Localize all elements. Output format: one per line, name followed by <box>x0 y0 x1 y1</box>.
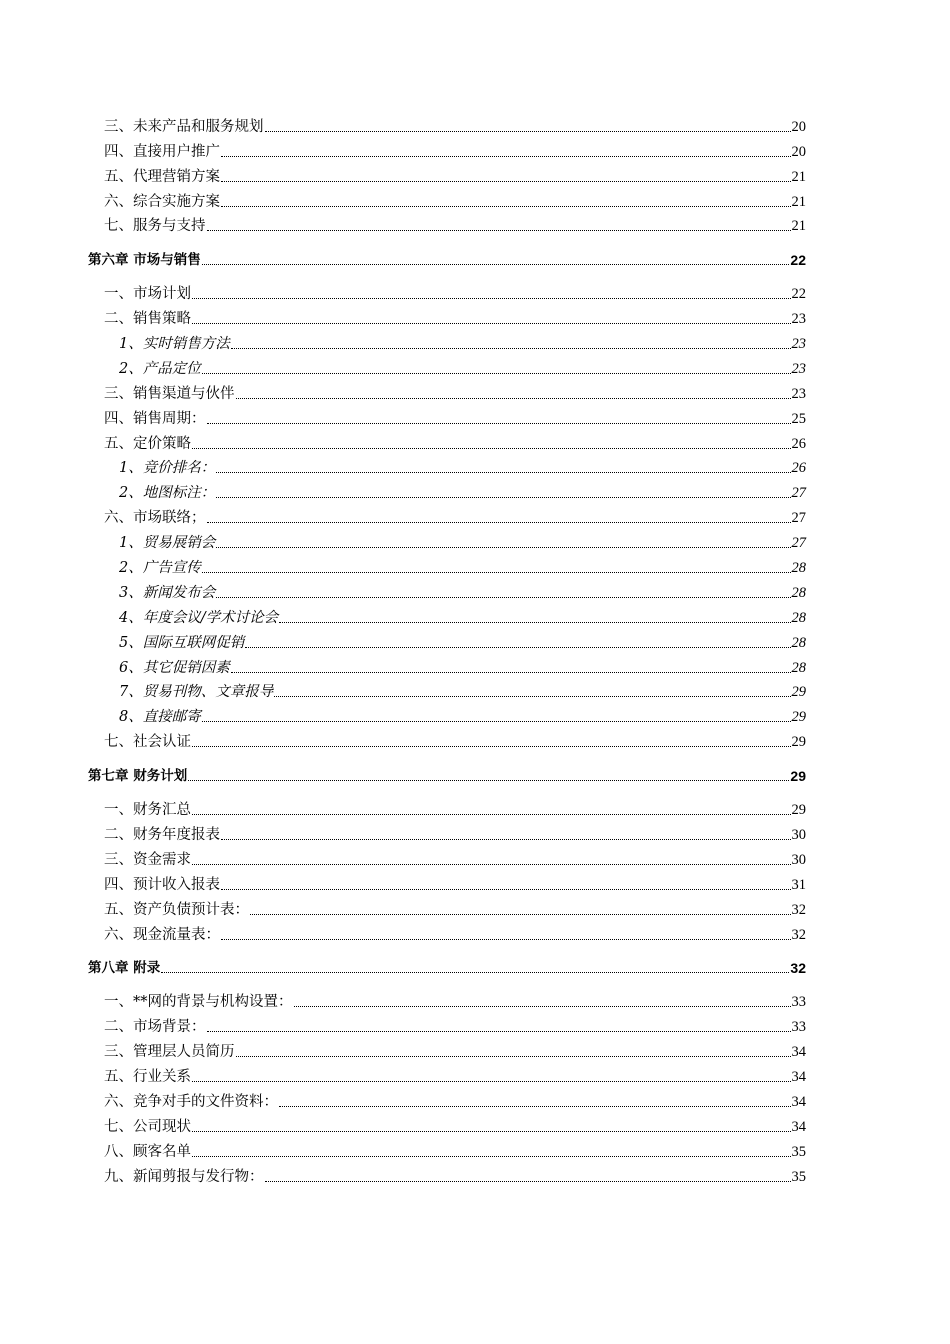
toc-page-number: 33 <box>791 994 806 1011</box>
dot-leader <box>221 206 791 207</box>
dot-leader <box>221 156 791 157</box>
toc-entry-label: 三、未来产品和服务规划 <box>104 118 264 135</box>
toc-page-number: 27 <box>791 510 806 527</box>
toc-entry-label: 三、销售渠道与伙伴 <box>104 385 235 402</box>
dot-leader <box>231 348 791 349</box>
toc-entry-label: 三、资金需求 <box>104 851 191 868</box>
toc-entry[interactable] <box>88 701 806 726</box>
toc-entry[interactable] <box>88 794 806 819</box>
toc-entry-label: 1、实时销售方法 <box>119 336 230 353</box>
dot-leader <box>236 398 791 399</box>
toc-entry-label: 八、顾客名单 <box>104 1143 191 1160</box>
toc-page-number: 30 <box>791 826 806 843</box>
toc-entry-label: 第七章 财务计划 <box>88 768 188 785</box>
toc-entry-label: 三、管理层人员简历 <box>104 1044 235 1061</box>
toc-entry[interactable] <box>88 1136 806 1161</box>
toc-entry-label: 五、代理营销方案 <box>104 168 220 185</box>
toc-entry[interactable] <box>88 894 806 919</box>
toc-page-number: 20 <box>791 118 806 135</box>
dot-leader <box>207 423 791 424</box>
toc-entry[interactable] <box>88 303 806 328</box>
dot-leader <box>202 373 791 374</box>
toc-page-number: 29 <box>791 684 806 701</box>
toc-page-number: 32 <box>791 901 806 918</box>
toc-page-number: 23 <box>791 360 806 377</box>
toc-entry[interactable] <box>88 986 806 1011</box>
toc-page-number: 33 <box>791 1019 806 1036</box>
dot-leader <box>274 696 790 697</box>
toc-page-number: 23 <box>791 311 806 328</box>
toc-entry-label: 六、竞争对手的文件资料： <box>104 1093 278 1110</box>
dot-leader <box>216 597 790 598</box>
toc-entry-label: 二、市场背景： <box>104 1019 206 1036</box>
toc-entry-label: 第八章 附录 <box>88 960 161 977</box>
dot-leader <box>207 230 791 231</box>
dot-leader <box>279 622 790 623</box>
toc-page-number: 21 <box>791 168 806 185</box>
toc-page-number: 34 <box>791 1068 806 1085</box>
dot-leader <box>192 298 791 299</box>
dot-leader <box>250 914 791 915</box>
toc-entry[interactable] <box>88 577 806 602</box>
toc-page-number: 30 <box>791 851 806 868</box>
dot-leader <box>192 323 791 324</box>
dot-leader <box>221 889 791 890</box>
toc-entry[interactable] <box>88 186 806 211</box>
dot-leader <box>265 131 791 132</box>
toc-entry[interactable] <box>88 844 806 869</box>
dot-leader <box>216 497 790 498</box>
toc-page-number: 29 <box>791 734 806 751</box>
toc-entry[interactable] <box>88 652 806 677</box>
toc-entry-label: 一、财务汇总 <box>104 802 191 819</box>
toc-entry-label: 6、其它促销因素 <box>119 659 230 676</box>
toc-entry-label: 一、**网的背景与机构设置： <box>104 994 293 1011</box>
toc-entry-label: 九、新闻剪报与发行物： <box>104 1168 264 1185</box>
toc-entry[interactable] <box>88 211 806 236</box>
dot-leader <box>207 1031 791 1032</box>
dot-leader <box>192 1081 791 1082</box>
toc-entry-label: 四、直接用户推广 <box>104 143 220 160</box>
toc-entry-label: 五、定价策略 <box>104 435 191 452</box>
toc-page-number: 28 <box>791 634 806 651</box>
toc-entry-label: 5、国际互联网促销 <box>119 634 245 651</box>
dot-leader <box>236 1056 791 1057</box>
dot-leader <box>221 181 791 182</box>
table-of-contents <box>88 111 806 1186</box>
toc-page-number: 35 <box>791 1143 806 1160</box>
toc-entry[interactable] <box>88 403 806 428</box>
toc-entry[interactable] <box>88 627 806 652</box>
toc-entry[interactable] <box>88 1061 806 1086</box>
dot-leader <box>188 780 789 781</box>
toc-entry[interactable] <box>88 1161 806 1186</box>
dot-leader <box>192 864 791 865</box>
toc-page-number: 34 <box>791 1118 806 1135</box>
dot-leader <box>192 814 791 815</box>
toc-entry[interactable] <box>88 869 806 894</box>
toc-entry-label: 2、广告宣传 <box>119 560 201 577</box>
toc-entry[interactable] <box>88 726 806 751</box>
toc-page-number: 34 <box>791 1093 806 1110</box>
toc-page-number: 29 <box>791 802 806 819</box>
toc-chapter-entry[interactable] <box>88 953 806 978</box>
toc-entry-label: 二、销售策略 <box>104 311 191 328</box>
toc-page-number: 23 <box>791 336 806 353</box>
toc-entry-label: 2、地图标注： <box>119 485 216 502</box>
toc-entry-label: 七、服务与支持 <box>104 218 206 235</box>
toc-page-number: 27 <box>791 485 806 502</box>
dot-leader <box>192 448 791 449</box>
toc-entry[interactable] <box>88 378 806 403</box>
toc-entry-label: 1、竞价排名： <box>119 460 216 477</box>
toc-page-number: 29 <box>790 768 806 785</box>
toc-entry[interactable] <box>88 1036 806 1061</box>
toc-page-number: 21 <box>791 218 806 235</box>
toc-entry[interactable] <box>88 819 806 844</box>
toc-entry-label: 六、综合实施方案 <box>104 193 220 210</box>
toc-entry-label: 六、市场联络； <box>104 510 206 527</box>
toc-page-number: 31 <box>791 876 806 893</box>
toc-page-number: 28 <box>791 609 806 626</box>
toc-page-number: 20 <box>791 143 806 160</box>
toc-entry[interactable] <box>88 161 806 186</box>
toc-page-number: 28 <box>791 584 806 601</box>
toc-page-number: 23 <box>791 385 806 402</box>
dot-leader <box>216 472 790 473</box>
toc-entry[interactable] <box>88 677 806 702</box>
toc-entry[interactable] <box>88 136 806 161</box>
toc-entry[interactable] <box>88 919 806 944</box>
toc-page-number: 34 <box>791 1044 806 1061</box>
toc-entry-label: 七、公司现状 <box>104 1118 191 1135</box>
toc-entry[interactable] <box>88 1011 806 1036</box>
dot-leader <box>216 547 790 548</box>
toc-entry[interactable] <box>88 328 806 353</box>
toc-entry-label: 8、直接邮寄 <box>119 709 201 726</box>
toc-page-number: 28 <box>791 560 806 577</box>
dot-leader <box>231 672 791 673</box>
toc-page-number: 27 <box>791 535 806 552</box>
toc-entry[interactable] <box>88 1086 806 1111</box>
toc-entry-label: 七、社会认证 <box>104 734 191 751</box>
toc-entry-label: 3、新闻发布会 <box>119 584 216 601</box>
toc-entry[interactable] <box>88 527 806 552</box>
toc-entry-label: 六、现金流量表： <box>104 926 220 943</box>
toc-page-number: 32 <box>791 926 806 943</box>
toc-entry[interactable] <box>88 502 806 527</box>
dot-leader <box>265 1181 791 1182</box>
dot-leader <box>192 746 791 747</box>
toc-page-number: 25 <box>791 410 806 427</box>
toc-page-number: 22 <box>790 252 806 269</box>
dot-leader <box>192 1131 791 1132</box>
toc-entry[interactable] <box>88 552 806 577</box>
dot-leader <box>161 972 789 973</box>
toc-chapter-entry[interactable] <box>88 244 806 269</box>
toc-entry[interactable] <box>88 1111 806 1136</box>
toc-entry-label: 五、行业关系 <box>104 1068 191 1085</box>
dot-leader <box>279 1106 791 1107</box>
toc-entry-label: 五、资产负债预计表： <box>104 901 249 918</box>
toc-page-number: 28 <box>791 659 806 676</box>
dot-leader <box>202 264 790 265</box>
toc-entry[interactable] <box>88 353 806 378</box>
toc-entry-label: 7、贸易刊物、文章报导 <box>119 684 274 701</box>
toc-entry[interactable] <box>88 111 806 136</box>
toc-entry-label: 一、市场计划 <box>104 286 191 303</box>
dot-leader <box>221 839 791 840</box>
toc-entry[interactable] <box>88 428 806 453</box>
toc-entry-label: 第六章 市场与销售 <box>88 252 201 269</box>
dot-leader <box>207 522 791 523</box>
dot-leader <box>245 647 790 648</box>
dot-leader <box>202 572 791 573</box>
toc-entry-label: 2、产品定位 <box>119 360 201 377</box>
toc-page-number: 26 <box>791 435 806 452</box>
toc-page-number: 26 <box>791 460 806 477</box>
toc-page-number: 35 <box>791 1168 806 1185</box>
dot-leader <box>221 939 791 940</box>
toc-page-number: 21 <box>791 193 806 210</box>
toc-entry-label: 1、贸易展销会 <box>119 535 216 552</box>
toc-entry-label: 4、年度会议/学术讨论会 <box>119 609 279 626</box>
toc-entry[interactable] <box>88 602 806 627</box>
toc-page-number: 32 <box>790 960 806 977</box>
toc-page-number: 22 <box>791 286 806 303</box>
toc-entry-label: 四、销售周期： <box>104 410 206 427</box>
toc-chapter-entry[interactable] <box>88 760 806 785</box>
toc-entry[interactable] <box>88 453 806 478</box>
toc-entry[interactable] <box>88 477 806 502</box>
toc-entry-label: 四、预计收入报表 <box>104 876 220 893</box>
dot-leader <box>294 1006 791 1007</box>
dot-leader <box>192 1156 791 1157</box>
dot-leader <box>202 721 791 722</box>
toc-page-number: 29 <box>791 709 806 726</box>
toc-entry-label: 二、财务年度报表 <box>104 826 220 843</box>
toc-entry[interactable] <box>88 278 806 303</box>
